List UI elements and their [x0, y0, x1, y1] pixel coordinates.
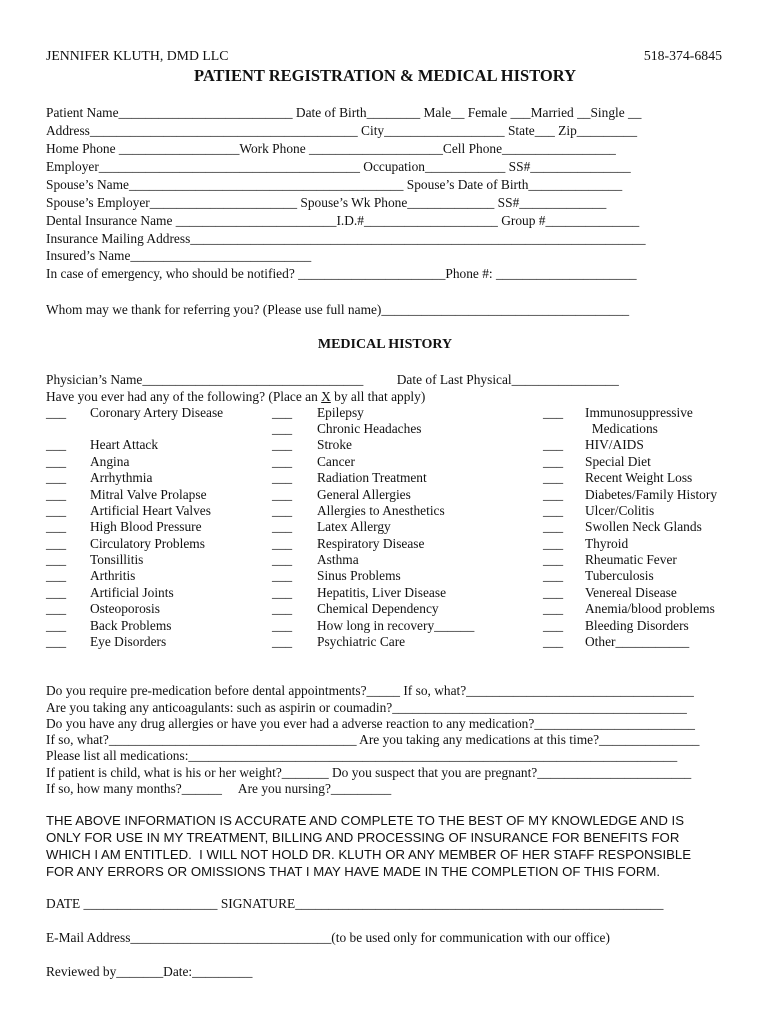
condition-label: Respiratory Disease — [317, 536, 425, 551]
condition-row — [46, 536, 736, 552]
child-weight-pregnancy-question[interactable]: If patient is child, what is his or her weight?_______ Do you suspect that you are pregnant?_______________________ — [46, 765, 692, 780]
condition-blank[interactable]: ___ — [46, 634, 67, 649]
condition-label: Chemical Dependency — [317, 601, 439, 616]
condition-row — [46, 552, 736, 568]
condition-label: Diabetes/Family History — [585, 487, 718, 502]
employer-line[interactable]: Employer_______________________________________ Occupation____________ SS#_______________ — [46, 159, 631, 174]
spouse-name-line[interactable]: Spouse’s Name_________________________________________ Spouse’s Date of Birth______________ — [46, 177, 623, 192]
condition-blank[interactable]: ___ — [46, 585, 67, 600]
insurance-address-line[interactable]: Insurance Mailing Address____________________________________________________________________ — [46, 231, 646, 246]
condition-label: Arrhythmia — [90, 470, 153, 485]
condition-blank[interactable]: ___ — [272, 618, 293, 633]
condition-blank[interactable]: ___ — [543, 618, 564, 633]
condition-blank[interactable]: ___ — [46, 519, 67, 534]
condition-blank[interactable]: ___ — [46, 536, 67, 551]
condition-blank[interactable]: ___ — [46, 470, 67, 485]
condition-row — [46, 421, 736, 437]
condition-label: Ulcer/Colitis — [585, 503, 655, 518]
condition-label: Chronic Headaches — [317, 421, 422, 436]
condition-row — [46, 405, 736, 421]
drug-allergy-question[interactable]: Do you have any drug allergies or have you ever had a adverse reaction to any medication?________________________ — [46, 716, 696, 731]
condition-label: Tuberculosis — [585, 568, 654, 583]
condition-label: Circulatory Problems — [90, 536, 205, 551]
condition-row — [46, 487, 736, 503]
condition-label: Sinus Problems — [317, 568, 401, 583]
condition-label: Recent Weight Loss — [585, 470, 693, 485]
condition-blank[interactable]: ___ — [272, 470, 293, 485]
condition-blank[interactable]: ___ — [46, 552, 67, 567]
condition-label: Tonsillitis — [90, 552, 144, 567]
condition-blank[interactable]: ___ — [272, 552, 293, 567]
email-line[interactable]: E-Mail Address______________________________(to be used only for communication with our office) — [46, 930, 610, 945]
practice-name: JENNIFER KLUTH, DMD LLC — [46, 48, 229, 63]
condition-blank[interactable]: ___ — [543, 585, 564, 600]
condition-label: Other___________ — [585, 634, 690, 649]
condition-label: Cancer — [317, 454, 355, 469]
medication-list-line[interactable]: Please list all medications:_________________________________________________________________________ — [46, 748, 678, 763]
condition-row — [46, 470, 736, 486]
condition-label: Medications — [585, 421, 658, 436]
condition-label: Arthritis — [90, 568, 136, 583]
condition-row — [46, 634, 736, 650]
condition-label: Psychiatric Care — [317, 634, 406, 649]
premedication-question[interactable]: Do you require pre-medication before dental appointments?_____ If so, what?__________________________________ — [46, 683, 694, 698]
patient-name-line[interactable]: Patient Name__________________________ Date of Birth________ Male__ Female ___Married __Single __ — [46, 105, 642, 120]
condition-row — [46, 618, 736, 634]
anticoagulant-question[interactable]: Are you taking any anticoagulants: such as aspirin or coumadin?____________________________________________ — [46, 700, 687, 715]
condition-blank[interactable]: ___ — [543, 503, 564, 518]
condition-row — [46, 519, 736, 535]
condition-label: Bleeding Disorders — [585, 618, 689, 633]
form-title: PATIENT REGISTRATION & MEDICAL HISTORY — [193, 66, 577, 85]
medical-history-heading: MEDICAL HISTORY — [317, 337, 453, 352]
condition-label: Artificial Joints — [90, 585, 174, 600]
condition-label: Back Problems — [90, 618, 172, 633]
physician-line[interactable]: Physician’s Name_________________________________ Date of Last Physical________________ — [46, 372, 619, 387]
statement-line: FOR ANY ERRORS OR OMISSIONS THAT I MAY HAVE MADE IN THE COMPLETION OF THIS FORM. — [46, 864, 661, 879]
condition-label: Stroke — [317, 437, 352, 452]
condition-blank[interactable]: ___ — [543, 634, 564, 649]
condition-label: Artificial Heart Valves — [90, 503, 211, 518]
condition-blank[interactable]: ___ — [272, 568, 293, 583]
condition-blank[interactable]: ___ — [543, 601, 564, 616]
condition-label: How long in recovery______ — [317, 618, 475, 633]
condition-label: Allergies to Anesthetics — [317, 503, 445, 518]
condition-blank[interactable]: ___ — [46, 618, 67, 633]
emergency-contact-line[interactable]: In case of emergency, who should be notified? ______________________Phone #: _____________________ — [46, 266, 637, 281]
condition-label: High Blood Pressure — [90, 519, 202, 534]
condition-blank[interactable]: ___ — [543, 487, 564, 502]
condition-blank[interactable]: ___ — [272, 405, 293, 420]
condition-label: Immunosuppressive — [585, 405, 693, 420]
condition-blank[interactable]: ___ — [272, 536, 293, 551]
reviewed-line: Reviewed by_______Date:_________ — [46, 964, 253, 979]
instruction-post: by all that apply) — [330, 389, 426, 404]
condition-blank[interactable]: ___ — [272, 437, 293, 452]
condition-label: Hepatitis, Liver Disease — [317, 585, 447, 600]
condition-blank[interactable]: ___ — [46, 437, 67, 452]
instruction-x: X — [321, 389, 331, 404]
condition-blank[interactable]: ___ — [272, 503, 293, 518]
condition-label: Swollen Neck Glands — [585, 519, 702, 534]
condition-blank[interactable]: ___ — [272, 585, 293, 600]
statement-line: THE ABOVE INFORMATION IS ACCURATE AND COMPLETE TO THE BEST OF MY KNOWLEDGE AND IS — [46, 813, 684, 828]
condition-row — [46, 568, 736, 584]
condition-label: Venereal Disease — [585, 585, 677, 600]
condition-blank[interactable]: ___ — [46, 503, 67, 518]
condition-blank[interactable]: ___ — [543, 536, 564, 551]
condition-blank[interactable]: ___ — [46, 487, 67, 502]
condition-blank[interactable]: ___ — [543, 519, 564, 534]
condition-label: Thyroid — [585, 536, 629, 551]
condition-label: HIV/AIDS — [585, 437, 644, 452]
instruction-line — [46, 389, 726, 405]
condition-label: Anemia/blood problems — [585, 601, 715, 616]
condition-blank[interactable]: ___ — [46, 601, 67, 616]
address-line[interactable]: Address________________________________________ City__________________ State___ Zip_________ — [46, 123, 638, 138]
condition-blank[interactable]: ___ — [543, 568, 564, 583]
condition-label: Mitral Valve Prolapse — [90, 487, 207, 502]
condition-label: Asthma — [317, 552, 359, 567]
condition-blank[interactable]: ___ — [272, 454, 293, 469]
date-signature-line[interactable]: DATE ____________________ SIGNATURE_______________________________________________________ — [46, 896, 664, 911]
condition-row — [46, 454, 736, 470]
condition-blank[interactable]: ___ — [543, 437, 564, 452]
condition-blank[interactable]: ___ — [46, 454, 67, 469]
condition-row — [46, 437, 736, 453]
condition-blank[interactable]: ___ — [543, 454, 564, 469]
condition-blank[interactable]: ___ — [272, 634, 293, 649]
condition-blank[interactable]: ___ — [272, 487, 293, 502]
condition-label: Coronary Artery Disease — [90, 405, 224, 420]
condition-label: Epilepsy — [317, 405, 364, 420]
instruction-pre: Have you ever had any of the following? (Place an — [46, 389, 322, 404]
pregnancy-months-question[interactable]: If so, how many months?______ Are you nursing?_________ — [46, 781, 392, 796]
spouse-employer-line[interactable]: Spouse’s Employer______________________ Spouse’s Wk Phone_____________ SS#_____________ — [46, 195, 607, 210]
condition-label: Eye Disorders — [90, 634, 167, 649]
condition-label: Special Diet — [585, 454, 651, 469]
condition-blank[interactable]: ___ — [272, 421, 293, 436]
statement-line: WHICH I AM ENTITLED. I WILL NOT HOLD DR. KLUTH OR ANY MEMBER OF HER STAFF RESPONSIBLE — [46, 847, 692, 862]
condition-blank[interactable]: ___ — [272, 519, 293, 534]
condition-blank[interactable]: ___ — [543, 405, 564, 420]
phone-line[interactable]: Home Phone __________________Work Phone ____________________Cell Phone_________________ — [46, 141, 616, 156]
current-medications-question[interactable]: If so, what?_____________________________________ Are you taking any medications at this time?_______________ — [46, 732, 700, 747]
dental-insurance-line[interactable]: Dental Insurance Name ________________________I.D.#____________________ Group #______________ — [46, 213, 640, 228]
practice-phone: 518-374-6845 — [643, 48, 722, 63]
condition-row — [46, 503, 736, 519]
condition-label: Radiation Treatment — [317, 470, 427, 485]
condition-blank[interactable]: ___ — [46, 405, 67, 420]
statement-line: ONLY FOR USE IN MY TREATMENT, BILLING AND PROCESSING OF INSURANCE FOR BENEFITS FOR — [46, 830, 680, 845]
condition-label: Osteoporosis — [90, 601, 160, 616]
insured-name-line[interactable]: Insured’s Name___________________________ — [46, 248, 312, 263]
condition-blank[interactable]: ___ — [543, 552, 564, 567]
referral-line[interactable]: Whom may we thank for referring you? (Please use full name)_____________________________________ — [46, 302, 630, 317]
condition-label: Rheumatic Fever — [585, 552, 677, 567]
condition-row — [46, 585, 736, 601]
condition-blank[interactable]: ___ — [543, 470, 564, 485]
condition-blank[interactable]: ___ — [46, 568, 67, 583]
condition-blank[interactable]: ___ — [272, 601, 293, 616]
condition-row — [46, 601, 736, 617]
condition-label: Latex Allergy — [317, 519, 391, 534]
condition-label: General Allergies — [317, 487, 411, 502]
condition-label: Angina — [90, 454, 130, 469]
condition-label: Heart Attack — [90, 437, 159, 452]
